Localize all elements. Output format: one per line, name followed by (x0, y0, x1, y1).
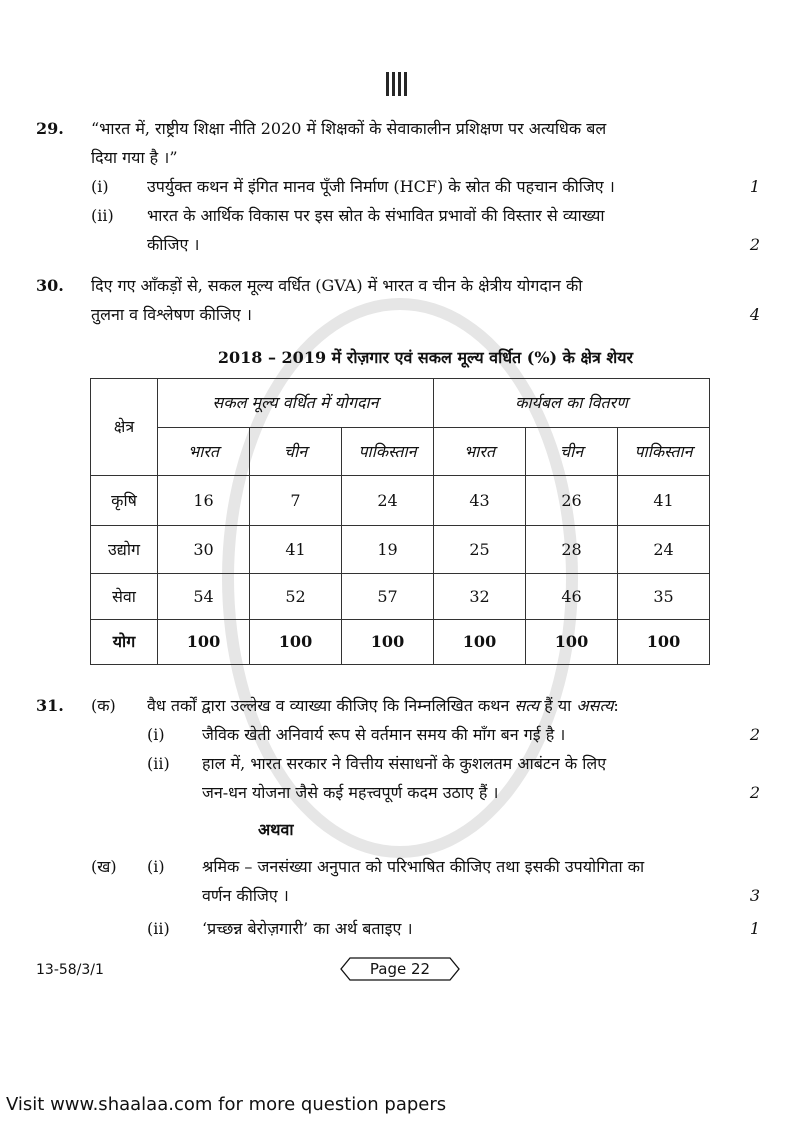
page-content (36, 114, 760, 983)
gva-group-header: सकल मूल्य वर्धित में योगदान (158, 379, 434, 428)
part-text: कीजिए । (147, 235, 200, 254)
value-cell: 100 (250, 620, 342, 665)
question-text-mid: हैं या (544, 696, 572, 715)
marks: 4 (749, 305, 760, 324)
value-cell: 54 (158, 574, 250, 620)
question-text-line: दिया गया है ।” (91, 148, 178, 167)
sector-cell: उद्योग (91, 526, 158, 574)
question-text-line: तुलना व विश्लेषण कीजिए । (91, 305, 252, 324)
question-number: 29. (36, 119, 64, 138)
marks: 1 (749, 177, 760, 196)
table-row (91, 476, 710, 526)
part-label: (ii) (147, 754, 170, 773)
question-text-line: दिए गए आँकड़ों से, सकल मूल्य वर्धित (GVA) में भारत व चीन के क्षेत्रीय योगदान की (91, 276, 583, 295)
sector-cell: योग (91, 620, 158, 665)
part-label: (ii) (91, 206, 114, 225)
value-cell: 35 (618, 574, 710, 620)
false-word: असत्य (576, 696, 614, 715)
sector-cell: कृषि (91, 476, 158, 526)
workforce-group-header: कार्यबल का वितरण (434, 379, 710, 428)
country-header: चीन (250, 428, 342, 476)
question-number: 31. (36, 696, 64, 715)
part-text: भारत के आर्थिक विकास पर इस स्रोत के संभावित प्रभावों की विस्तार से व्याख्या (147, 206, 605, 225)
value-cell: 43 (434, 476, 526, 526)
part-text: श्रमिक – जनसंख्या अनुपात को परिभाषित कीजिए तथा इसकी उपयोगिता का (202, 857, 645, 876)
part-text: वर्णन कीजिए । (202, 886, 289, 905)
question-text-prefix: वैध तर्कों द्वारा उल्लेख व व्याख्या कीजिए कि निम्नलिखित कथन (147, 696, 510, 715)
question-29 (36, 114, 760, 259)
colon: : (613, 696, 619, 715)
value-cell: 100 (618, 620, 710, 665)
true-word: सत्य (514, 696, 540, 715)
sector-header: क्षेत्र (91, 379, 158, 476)
table-row (91, 526, 710, 574)
or-separator: अथवा (258, 820, 294, 839)
question-text (91, 114, 760, 172)
page-footer (36, 957, 760, 983)
marks: 1 (749, 919, 760, 938)
value-cell: 28 (526, 526, 618, 574)
question-31 (36, 691, 760, 943)
country-header: भारत (434, 428, 526, 476)
marks: 3 (749, 886, 760, 905)
question-30 (36, 271, 760, 665)
part-label: (ii) (147, 919, 170, 938)
country-header: पाकिस्तान (618, 428, 710, 476)
value-cell: 41 (618, 476, 710, 526)
part-text: जैविक खेती अनिवार्य रूप से वर्तमान समय की माँग बन गई है । (202, 725, 566, 744)
question-number: 30. (36, 276, 64, 295)
value-cell: 100 (342, 620, 434, 665)
value-cell: 52 (250, 574, 342, 620)
marks: 2 (749, 725, 760, 744)
paper-code: 13-58/3/1 (36, 962, 104, 978)
value-cell: 41 (250, 526, 342, 574)
table-row (91, 574, 710, 620)
value-cell: 7 (250, 476, 342, 526)
part-text: हाल में, भारत सरकार ने वित्तीय संसाधनों के कुशलतम आबंटन के लिए (202, 754, 607, 773)
sector-share-table (90, 378, 710, 665)
value-cell: 24 (342, 476, 434, 526)
value-cell: 100 (526, 620, 618, 665)
value-cell: 30 (158, 526, 250, 574)
part-label: (i) (147, 857, 165, 876)
table-title: 2018 – 2019 में रोज़गार एवं सकल मूल्य वर्धित (%) के क्षेत्र शेयर (217, 348, 634, 367)
value-cell: 26 (526, 476, 618, 526)
value-cell: 100 (158, 620, 250, 665)
part-label: (क) (91, 696, 116, 715)
page-number: Page 22 (369, 960, 431, 978)
country-header: भारत (158, 428, 250, 476)
value-cell: 57 (342, 574, 434, 620)
value-cell: 24 (618, 526, 710, 574)
value-cell: 32 (434, 574, 526, 620)
part-text: उपर्युक्त कथन में इंगित मानव पूँजी निर्माण (HCF) के स्रोत की पहचान कीजिए । (147, 177, 615, 196)
qr-code-icon (386, 72, 410, 96)
page-number-badge (340, 957, 460, 981)
marks: 2 (749, 783, 760, 802)
question-text-line: “भारत में, राष्ट्रीय शिक्षा नीति 2020 में शिक्षकों के सेवाकालीन प्रशिक्षण पर अत्यधिक बल (91, 119, 607, 138)
country-header: पाकिस्तान (342, 428, 434, 476)
part-text: ‘प्रच्छन्न बेरोज़गारी’ का अर्थ बताइए । (202, 919, 413, 938)
table-row-total (91, 620, 710, 665)
country-header: चीन (526, 428, 618, 476)
part-label: (i) (147, 725, 165, 744)
visit-link[interactable]: Visit www.shaalaa.com for more question papers (6, 1094, 447, 1115)
part-label: (ख) (91, 857, 117, 876)
value-cell: 100 (434, 620, 526, 665)
value-cell: 25 (434, 526, 526, 574)
sector-cell: सेवा (91, 574, 158, 620)
value-cell: 19 (342, 526, 434, 574)
marks: 2 (749, 235, 760, 254)
value-cell: 46 (526, 574, 618, 620)
part-text: जन-धन योजना जैसे कई महत्त्वपूर्ण कदम उठाए हैं । (202, 783, 499, 802)
part-label: (i) (91, 177, 109, 196)
value-cell: 16 (158, 476, 250, 526)
question-text (147, 691, 760, 720)
